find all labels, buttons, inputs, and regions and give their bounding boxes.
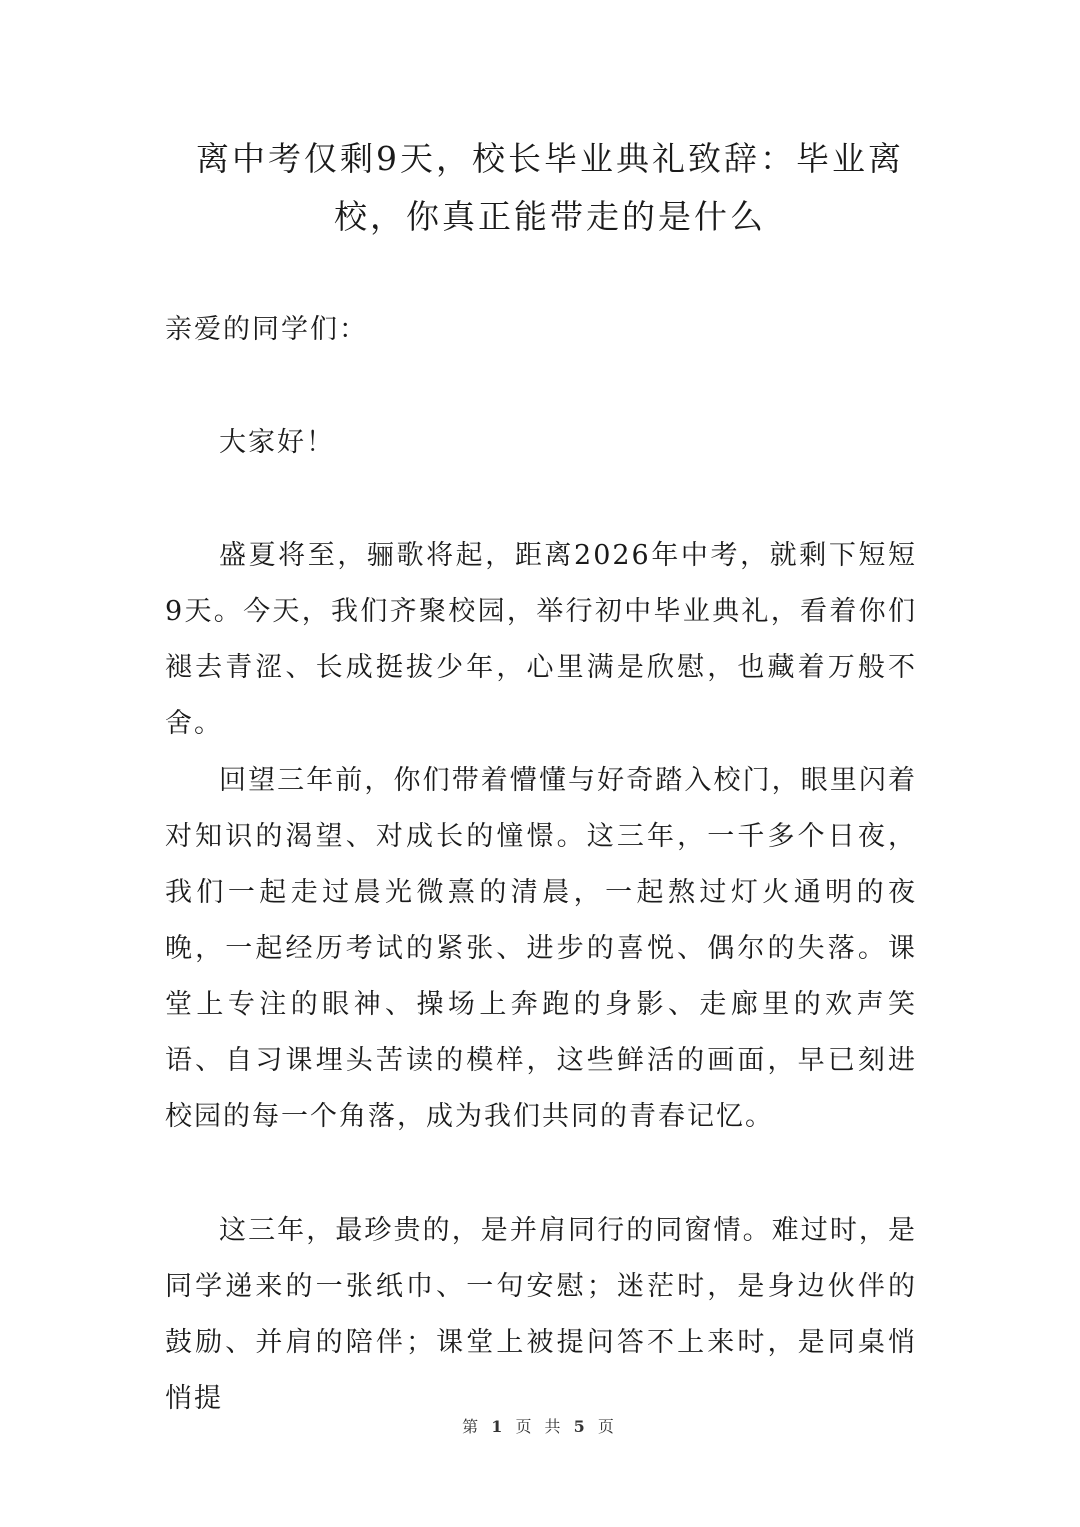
footer-prefix: 第: [462, 1417, 483, 1436]
paragraph-3: 这三年，最珍贵的，是并肩同行的同窗情。难过时，是同学递来的一张纸巾、一句安慰；迷茫时，是身边伙伴的鼓励、并肩的陪伴；课堂上被提问答不上来时，是同桌悄悄提: [165, 1215, 917, 1414]
salutation: 亲爱的同学们：: [165, 314, 368, 345]
page-footer: [0, 1414, 1080, 1437]
paragraph-2: 回望三年前，你们带着懵懂与好奇踏入校门，眼里闪着对知识的渴望、对成长的憧憬。这三年，一千多个日夜，我们一起走过晨光微熹的清晨，一起熬过灯火通明的夜晚，一起经历考试的紧张、进步的喜悦、偶尔的失落。课堂上专注的眼神、操场上奔跑的身影、走廊里的欢声笑语、自习课埋头苦读的模样，这些鲜活的画面，早已刻进校园的每一个角落，成为我们共同的青春记忆。: [165, 765, 917, 1132]
footer-suffix: 页: [597, 1417, 618, 1436]
paragraph-greeting: 大家好！: [219, 427, 335, 458]
current-page-number: 1: [491, 1417, 507, 1436]
document-title: 离中考仅剩9天，校长毕业典礼致辞：毕业离校，你真正能带走的是什么: [196, 139, 904, 236]
paragraph-1: 盛夏将至，骊歌将起，距离2026年中考，就剩下短短9天。今天，我们齐聚校园，举行初中毕业典礼，看着你们褪去青涩、长成挺拔少年，心里满是欣慰，也藏着万般不舍。: [165, 540, 917, 739]
total-page-count: 5: [573, 1417, 589, 1436]
footer-middle: 页 共: [515, 1417, 565, 1436]
